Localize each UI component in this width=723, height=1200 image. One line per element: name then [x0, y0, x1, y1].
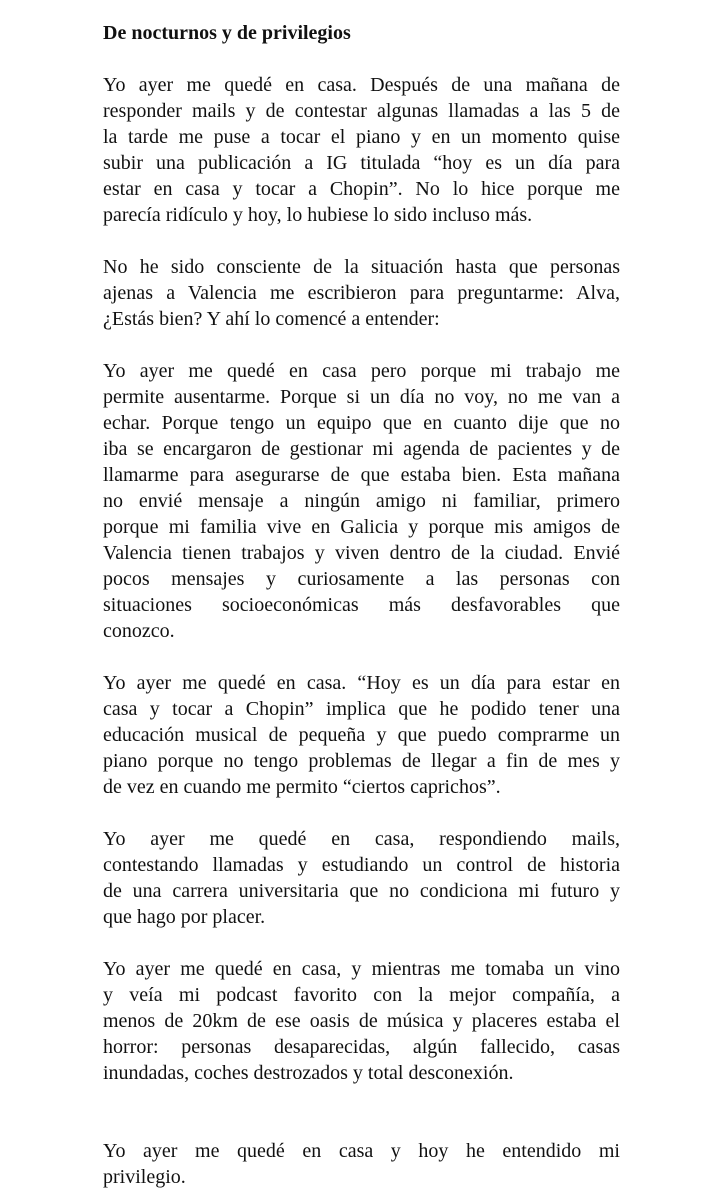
paragraph-line: No he sido consciente de la situación hasta que personas: [103, 256, 620, 278]
paragraph-line: Yo ayer me quedé en casa, y mientras me tomaba un vino: [103, 958, 620, 980]
paragraph-line: permite ausentarme. Porque si un día no voy, no me van a: [103, 386, 620, 408]
paragraph-line: que hago por placer.: [103, 906, 266, 928]
paragraph-3: [103, 358, 620, 644]
paragraph-4: [103, 670, 620, 800]
paragraph-5: [103, 826, 620, 930]
paragraph-line: casa y tocar a Chopin” implica que he podido tener una: [103, 698, 620, 720]
paragraph-line: Yo ayer me quedé en casa. “Hoy es un día para estar en: [103, 672, 620, 694]
paragraph-6: [103, 956, 620, 1086]
paragraph-1: [103, 72, 620, 228]
paragraph-line: privilegio.: [103, 1166, 186, 1188]
paragraph-line: educación musical de pequeña y que puedo comprarme un: [103, 724, 620, 746]
document-title: De nocturnos y de privilegios: [103, 22, 351, 44]
paragraph-line: horror: personas desaparecidas, algún fallecido, casas: [103, 1036, 620, 1058]
paragraph-line: echar. Porque tengo un equipo que en cuanto dije que no: [103, 412, 620, 434]
paragraph-line: llamarme para asegurarse de que estaba bien. Esta mañana: [103, 464, 620, 486]
paragraph-line: responder mails y de contestar algunas llamadas a las 5 de: [103, 100, 620, 122]
paragraph-line: inundadas, coches destrozados y total desconexión.: [103, 1062, 514, 1084]
paragraph-line: estar en casa y tocar a Chopin”. No lo hice porque me: [103, 178, 620, 200]
paragraph-line: Valencia tienen trabajos y viven dentro de la ciudad. Envié: [103, 542, 620, 564]
paragraph-line: la tarde me puse a tocar el piano y en un momento quise: [103, 126, 620, 148]
document-page: [103, 20, 620, 1190]
paragraph-line: no envié mensaje a ningún amigo ni familiar, primero: [103, 490, 620, 512]
paragraph-2: [103, 254, 620, 332]
paragraph-line: Yo ayer me quedé en casa, respondiendo mails,: [103, 828, 620, 850]
paragraph-line: conozco.: [103, 620, 175, 642]
paragraph-line: contestando llamadas y estudiando un control de historia: [103, 854, 620, 876]
paragraph-line: Yo ayer me quedé en casa y hoy he entendido mi: [103, 1140, 620, 1162]
paragraph-line: iba se encargaron de gestionar mi agenda de pacientes y de: [103, 438, 620, 460]
paragraph-line: porque mi familia vive en Galicia y porque mis amigos de: [103, 516, 620, 538]
paragraph-line: subir una publicación a IG titulada “hoy es un día para: [103, 152, 620, 174]
paragraph-7: [103, 1138, 620, 1190]
paragraph-line: menos de 20km de ese oasis de música y placeres estaba el: [103, 1010, 620, 1032]
paragraph-line: y veía mi podcast favorito con la mejor compañía, a: [103, 984, 620, 1006]
paragraph-line: de una carrera universitaria que no condiciona mi futuro y: [103, 880, 620, 902]
paragraph-line: ¿Estás bien? Y ahí lo comencé a entender:: [103, 308, 440, 330]
paragraph-line: ajenas a Valencia me escribieron para preguntarme: Alva,: [103, 282, 620, 304]
paragraph-line: parecía ridículo y hoy, lo hubiese lo sido incluso más.: [103, 204, 533, 226]
paragraph-line: piano porque no tengo problemas de llegar a fin de mes y: [103, 750, 620, 772]
paragraph-line: Yo ayer me quedé en casa. Después de una mañana de: [103, 74, 620, 96]
paragraph-line: de vez en cuando me permito “ciertos caprichos”.: [103, 776, 501, 798]
paragraph-line: Yo ayer me quedé en casa pero porque mi trabajo me: [103, 360, 620, 382]
paragraph-line: situaciones socioeconómicas más desfavorables que: [103, 594, 620, 616]
paragraph-line: pocos mensajes y curiosamente a las personas con: [103, 568, 620, 590]
